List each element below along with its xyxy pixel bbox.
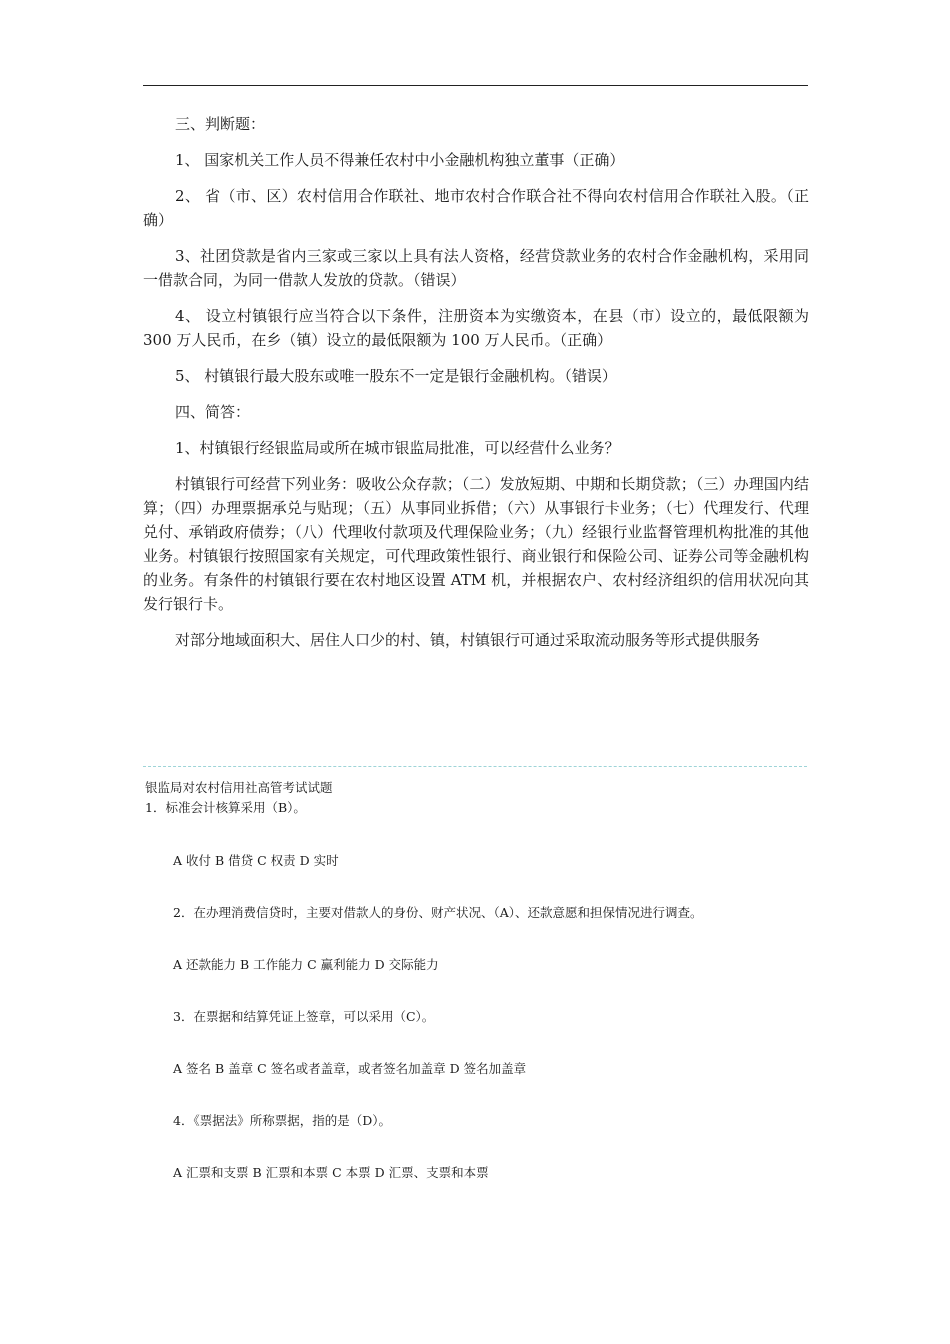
exam-title: 银监局对农村信用社高管考试试题 [145,780,333,795]
short-answer-text-continued: 对部分地域面积大、居住人口少的村、镇，村镇银行可通过采取流动服务等形式提供服务 [175,631,761,649]
true-false-and-short-answer-section [143,112,809,664]
question-4-options: A 汇票和支票 B 汇票和本票 C 本票 D 汇票、支票和本票 [173,1165,489,1180]
question-1-options: A 收付 B 借贷 C 权责 D 实时 [173,853,339,868]
question-4: 4．《票据法》所称票据，指的是（D）。 [173,1113,391,1128]
exam-questions-section [145,778,809,1183]
tf-item: 3、社团贷款是省内三家或三家以上具有法人资格，经营贷款业务的农村合作金融机构，采用同一借款合同，为同一借款人发放的贷款。（错误） [143,247,809,289]
tf-item: 4、 设立村镇银行应当符合以下条件，注册资本为实缴资本，在县（市）设立的，最低限额为 300 万人民币，在乡（镇）设立的最低限额为 100 万人民币。（正确） [143,307,809,349]
question-2-options: A 还款能力 B 工作能力 C 赢利能力 D 交际能力 [173,957,439,972]
section-heading-true-false: 三、判断题： [175,115,266,133]
question-3-options: A 签名 B 盖章 C 签名或者盖章，或者签名加盖章 D 签名加盖章 [173,1061,527,1076]
question-1: 1．标准会计核算采用（B）。 [145,800,306,815]
question-2: 2．在办理消费信贷时，主要对借款人的身份、财产状况、（A）、还款意愿和担保情况进行调查。 [173,905,703,920]
tf-item: 1、 国家机关工作人员不得兼任农村中小金融机构独立董事（正确） [175,151,625,169]
section-heading-short-answer: 四、简答： [175,403,251,421]
page-divider [143,766,807,767]
header-rule [143,85,808,86]
tf-item: 2、 省（市、区）农村信用合作联社、地市农村合作联合社不得向农村信用合作联社入股。（正确） [143,187,809,229]
short-answer-text: 村镇银行可经营下列业务：吸收公众存款；（二）发放短期、中期和长期贷款；（三）办理国内结算；（四）办理票据承兑与贴现；（五）从事同业拆借；（六）从事银行卡业务；（七）代理发行、代理兑付、承销政府债券；（八）代理收付款项及代理保险业务；（九）经银行业监督管理机构批准的其他业务。村镇银行按照国家有关规定，可代理政策性银行、商业银行和保险公司、证券公司等金融机构的业务。有条件的村镇银行要在农村地区设置 ATM 机，并根据农户、农村经济组织的信用状况向其发行银行卡。 [143,475,809,613]
question-3: 3．在票据和结算凭证上签章，可以采用（C）。 [173,1009,435,1024]
short-answer-question: 1、村镇银行经银监局或所在城市银监局批准，可以经营什么业务？ [175,439,620,457]
tf-item: 5、 村镇银行最大股东或唯一股东不一定是银行金融机构。（错误） [175,367,617,385]
